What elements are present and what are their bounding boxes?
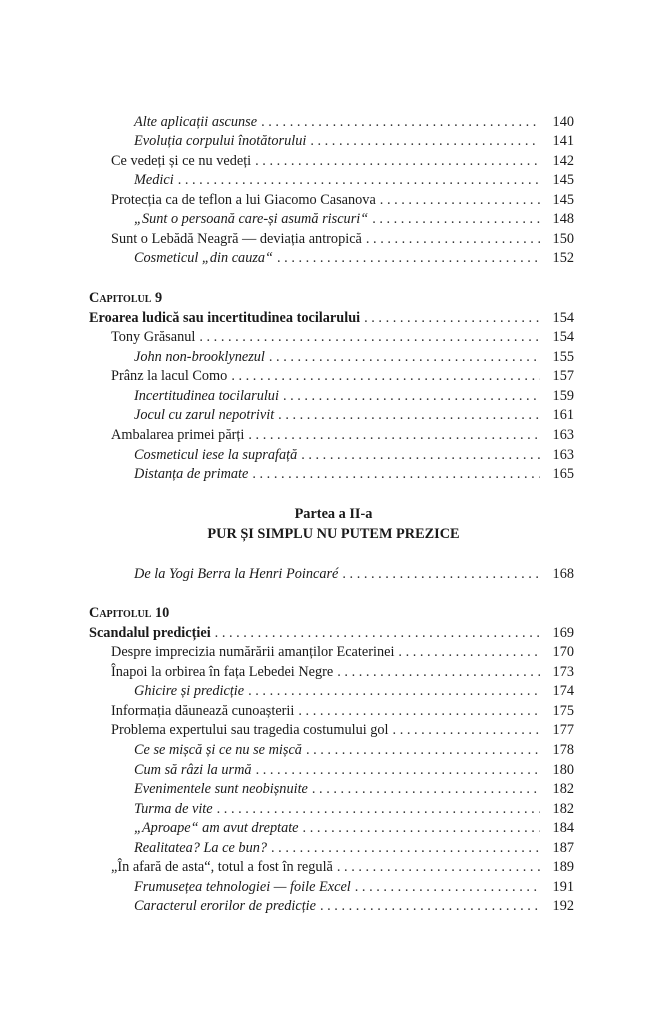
entry-title: Informația dăunează cunoașterii xyxy=(111,703,295,719)
dot-leader xyxy=(231,366,540,386)
entry-page: 168 xyxy=(552,566,574,582)
entry-page: 184 xyxy=(552,820,574,836)
entry-page: 191 xyxy=(552,879,574,895)
entry-title: Cum să râzi la urmă xyxy=(134,762,252,778)
toc-entry[interactable] xyxy=(111,701,574,721)
dot-leader xyxy=(398,642,540,662)
entry-title: De la Yogi Berra la Henri Poincaré xyxy=(134,566,339,582)
entry-page: 157 xyxy=(552,368,574,384)
toc-entry[interactable] xyxy=(111,190,574,210)
dot-leader xyxy=(364,308,540,328)
dot-leader xyxy=(261,112,540,132)
entry-page: 141 xyxy=(552,133,574,149)
dot-leader xyxy=(252,464,540,484)
entry-page: 178 xyxy=(552,742,574,758)
entry-page: 152 xyxy=(552,250,574,266)
dot-leader xyxy=(337,857,540,877)
toc-entry[interactable] xyxy=(134,564,574,584)
toc-entry[interactable] xyxy=(134,760,574,780)
entry-page: 145 xyxy=(552,172,574,188)
entry-page: 154 xyxy=(552,329,574,345)
entry-title: Problema expertului sau tragedia costumului gol xyxy=(111,722,389,738)
entry-title: Cosmeticul iese la suprafață xyxy=(134,447,298,463)
dot-leader xyxy=(215,623,540,643)
entry-title: „Aproape“ am avut dreptate xyxy=(134,820,299,836)
entry-page: 189 xyxy=(552,859,574,875)
dot-leader xyxy=(255,151,540,171)
entry-title: Ambalarea primei părți xyxy=(111,427,245,443)
toc-entry[interactable] xyxy=(134,877,574,897)
entry-title: John non-brooklynezul xyxy=(134,349,265,365)
entry-page: 142 xyxy=(552,153,574,169)
entry-page: 163 xyxy=(552,447,574,463)
dot-leader xyxy=(269,347,540,367)
entry-title: Jocul cu zarul nepotrivit xyxy=(134,407,275,423)
entry-page: 180 xyxy=(552,762,574,778)
toc-entry[interactable] xyxy=(134,740,574,760)
toc-entry[interactable] xyxy=(111,327,574,347)
entry-title: Incertitudinea tocilarului xyxy=(134,388,279,404)
entry-page: 182 xyxy=(552,801,574,817)
entry-title: „Sunt o persoană care-și asumă riscuri“ xyxy=(134,211,369,227)
entry-title: Tony Grăsanul xyxy=(111,329,196,345)
toc-entry[interactable] xyxy=(134,248,574,268)
entry-title: Frumusețea tehnologiei — foile Excel xyxy=(134,879,351,895)
toc-entry[interactable] xyxy=(134,818,574,838)
toc-entry[interactable] xyxy=(134,799,574,819)
toc-entry[interactable] xyxy=(111,642,574,662)
dot-leader xyxy=(342,564,540,584)
dot-leader xyxy=(320,896,540,916)
entry-title: Distanța de primate xyxy=(134,466,249,482)
entry-title: Prânz la lacul Como xyxy=(111,368,228,384)
entry-title: Ce vedeți și ce nu vedeți xyxy=(111,153,252,169)
toc-entry[interactable] xyxy=(111,229,574,249)
toc-entry[interactable] xyxy=(134,386,574,406)
entry-page: 163 xyxy=(552,427,574,443)
entry-page: 170 xyxy=(552,644,574,660)
chapter-title-entry[interactable] xyxy=(89,308,574,328)
entry-page: 140 xyxy=(552,114,574,130)
chapter-heading: Capitolul 10 xyxy=(89,605,170,621)
toc-entry[interactable] xyxy=(134,347,574,367)
toc-entry[interactable] xyxy=(111,151,574,171)
toc-entry[interactable] xyxy=(134,131,574,151)
entry-page: 177 xyxy=(552,722,574,738)
toc-entry[interactable] xyxy=(134,112,574,132)
toc-entry[interactable] xyxy=(134,209,574,229)
toc-entry[interactable] xyxy=(111,662,574,682)
toc-entry[interactable] xyxy=(111,857,574,877)
toc-entry[interactable] xyxy=(111,425,574,445)
dot-leader xyxy=(312,779,540,799)
entry-title: Evenimentele sunt neobișnuite xyxy=(134,781,308,797)
entry-page: 173 xyxy=(552,664,574,680)
dot-leader xyxy=(303,818,540,838)
entry-page: 161 xyxy=(552,407,574,423)
dot-leader xyxy=(355,877,540,897)
entry-page: 159 xyxy=(552,388,574,404)
entry-page: 187 xyxy=(552,840,574,856)
toc-entry[interactable] xyxy=(134,896,574,916)
dot-leader xyxy=(283,386,540,406)
part-label: Partea a II-a xyxy=(294,506,373,522)
entry-page: 182 xyxy=(552,781,574,797)
dot-leader xyxy=(366,229,540,249)
entry-page: 145 xyxy=(552,192,574,208)
entry-title: Eroarea ludică sau incertitudinea tocilarului xyxy=(89,310,361,326)
dot-leader xyxy=(178,170,540,190)
toc-entry[interactable] xyxy=(134,838,574,858)
entry-title: Realitatea? La ce bun? xyxy=(134,840,268,856)
entry-title: Turma de vite xyxy=(134,801,213,817)
entry-page: 174 xyxy=(552,683,574,699)
toc-entry[interactable] xyxy=(134,681,574,701)
dot-leader xyxy=(337,662,540,682)
entry-page: 155 xyxy=(552,349,574,365)
chapter-heading: Capitolul 9 xyxy=(89,290,163,306)
entry-title: Ghicire și predicție xyxy=(134,683,245,699)
entry-page: 150 xyxy=(552,231,574,247)
entry-title: Caracterul erorilor de predicție xyxy=(134,898,316,914)
toc-entry[interactable] xyxy=(134,170,574,190)
toc-entry[interactable] xyxy=(111,720,574,740)
dot-leader xyxy=(278,405,540,425)
dot-leader xyxy=(199,327,540,347)
dot-leader xyxy=(248,425,540,445)
entry-page: 148 xyxy=(552,211,574,227)
dot-leader xyxy=(310,131,540,151)
dot-leader xyxy=(277,248,540,268)
entry-page: 175 xyxy=(552,703,574,719)
entry-page: 165 xyxy=(552,466,574,482)
entry-title: Scandalul predicției xyxy=(89,625,211,641)
dot-leader xyxy=(301,445,540,465)
entry-title: Despre imprecizia numărării amanților Ecaterinei xyxy=(111,644,395,660)
entry-page: 154 xyxy=(552,310,574,326)
dot-leader xyxy=(248,681,540,701)
toc-entry[interactable] xyxy=(134,779,574,799)
entry-page: 169 xyxy=(552,625,574,641)
entry-title: Sunt o Lebădă Neagră — deviația antropică xyxy=(111,231,362,247)
dot-leader xyxy=(217,799,540,819)
entry-title: Ce se mișcă și ce nu se mișcă xyxy=(134,742,302,758)
dot-leader xyxy=(298,701,540,721)
entry-title: Înapoi la orbirea în fața Lebedei Negre xyxy=(111,664,334,680)
dot-leader xyxy=(271,838,540,858)
dot-leader xyxy=(372,209,540,229)
entry-title: Evoluția corpului înotătorului xyxy=(134,133,307,149)
entry-title: Protecția ca de teflon a lui Giacomo Casanova xyxy=(111,192,376,208)
toc-entry[interactable] xyxy=(134,464,574,484)
dot-leader xyxy=(393,720,540,740)
toc-entry[interactable] xyxy=(111,366,574,386)
dot-leader xyxy=(306,740,540,760)
part-title: PUR ȘI SIMPLU NU PUTEM PREZICE xyxy=(207,526,460,542)
entry-page: 192 xyxy=(552,898,574,914)
entry-title: „În afară de asta“, totul a fost în regulă xyxy=(111,859,333,875)
toc-entry[interactable] xyxy=(134,445,574,465)
toc-entry[interactable] xyxy=(134,405,574,425)
dot-leader xyxy=(380,190,540,210)
entry-title: Cosmeticul „din cauza“ xyxy=(134,250,274,266)
chapter-title-entry[interactable] xyxy=(89,623,574,643)
dot-leader xyxy=(256,760,540,780)
entry-title: Medici xyxy=(134,172,174,188)
entry-title: Alte aplicații ascunse xyxy=(134,114,258,130)
